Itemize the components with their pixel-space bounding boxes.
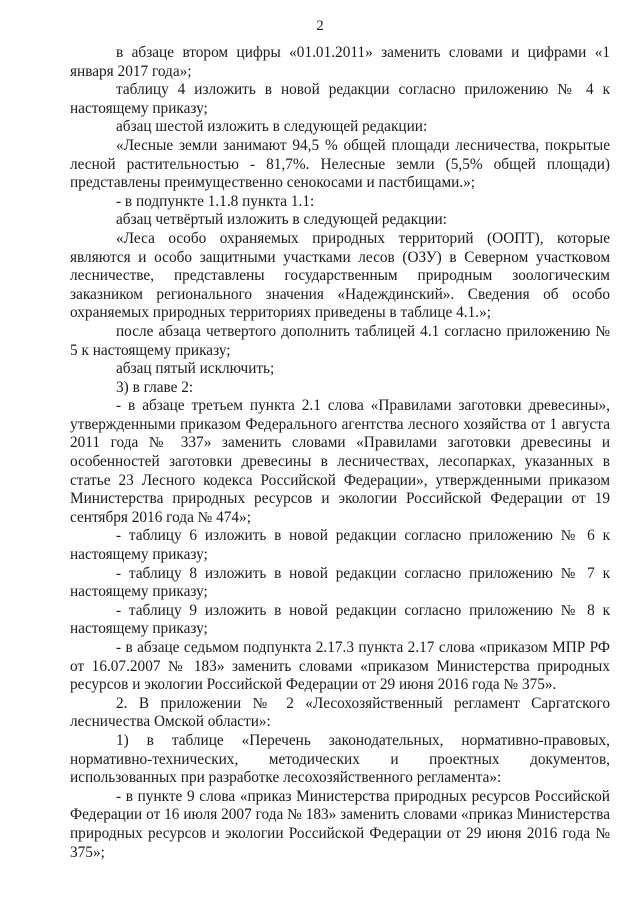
page-number: 2 — [316, 18, 324, 34]
paragraph-2: таблицу 4 изложить в новой редакции согласно приложению № 4 к настоящему приказу; — [70, 81, 610, 117]
paragraph-8: после абзаца четвертого дополнить таблицей 4.1 согласно приложению № 5 к настоящему приказу; — [70, 322, 610, 359]
paragraph-14: - таблицу 9 изложить в новой редакции согласно приложению № 8 к настоящему приказу; — [70, 601, 610, 638]
paragraph-9: абзац пятый исключить; — [116, 360, 275, 378]
paragraph-17: 1) в таблице «Перечень законодательных, нормативно-правовых, нормативно-технических, методических и проектных документов, использованных при разработке лесохозяйственного регламента»: — [70, 731, 610, 787]
paragraph-4: «Лесные земли занимают 94,5 % общей площади лесничества, покрытые лесной растительностью - 81,7%. Нелесные земли (5,5% общей площади) представлены преимущественно сенокосами и пастбищами.»; — [70, 136, 610, 192]
paragraph-3: абзац шестой изложить в следующей редакции: — [116, 118, 428, 136]
paragraph-11: - в абзаце третьем пункта 2.1 слова «Правилами заготовки древесины», утвержденными приказом Федерального агентства лесного хозяйства от 1 августа 2011 года № 337» заменить словами «Правилами заготовки древесины и особенностей заготовки древесины в лесничествах, лесопарках, указанных в статье 23 Лесного кодекса Российской Федерации», утвержденными приказом Министерства природных ресурсов и экологии Российской Федерации от 19 сентября 2016 года № 474»; — [70, 397, 610, 526]
paragraph-7: «Леса особо охраняемых природных территорий (ООПТ), которые являются и особо защитными участками лесов (ОЗУ) в Северном участковом лесничестве, представлены государственным природным зоологическим заказником регионального значения «Надеждинский». Сведения об особо охраняемых природных территориях приведены в таблице 4.1.»; — [70, 229, 610, 322]
paragraph-15: - в абзаце седьмом подпункта 2.17.3 пункта 2.17 слова «приказом МПР РФ от 16.07.2007 № 183» заменить словами «приказом Министерства природных ресурсов и экологии Российской Федерации от 29 июня 2016 года № 375». — [70, 639, 610, 694]
paragraph-5: - в подпункте 1.1.8 пункта 1.1: — [116, 192, 315, 210]
paragraph-16: 2. В приложении № 2 «Лесохозяйственный регламент Саргатского лесничества Омской области»: — [70, 694, 610, 731]
paragraph-13: - таблицу 8 изложить в новой редакции согласно приложению № 7 к настоящему приказу; — [70, 564, 610, 601]
paragraph-18: - в пункте 9 слова «приказ Министерства природных ресурсов Российской Федерации от 16 июля 2007 года № 183» заменить словами «приказ Министерства природных ресурсов и экологии Российской Федерации от 29 июня 2016 года № 375»; — [70, 787, 610, 861]
paragraph-6: абзац четвёртый изложить в следующей редакции: — [116, 211, 447, 229]
paragraph-12: - таблицу 6 изложить в новой редакции согласно приложению № 6 к настоящему приказу; — [70, 527, 610, 564]
paragraph-10: 3) в главе 2: — [116, 378, 194, 396]
paragraph-1: в абзаце втором цифры «01.01.2011» заменить словами и цифрами «1 января 2017 года»; — [70, 44, 610, 80]
document-body — [70, 44, 610, 862]
